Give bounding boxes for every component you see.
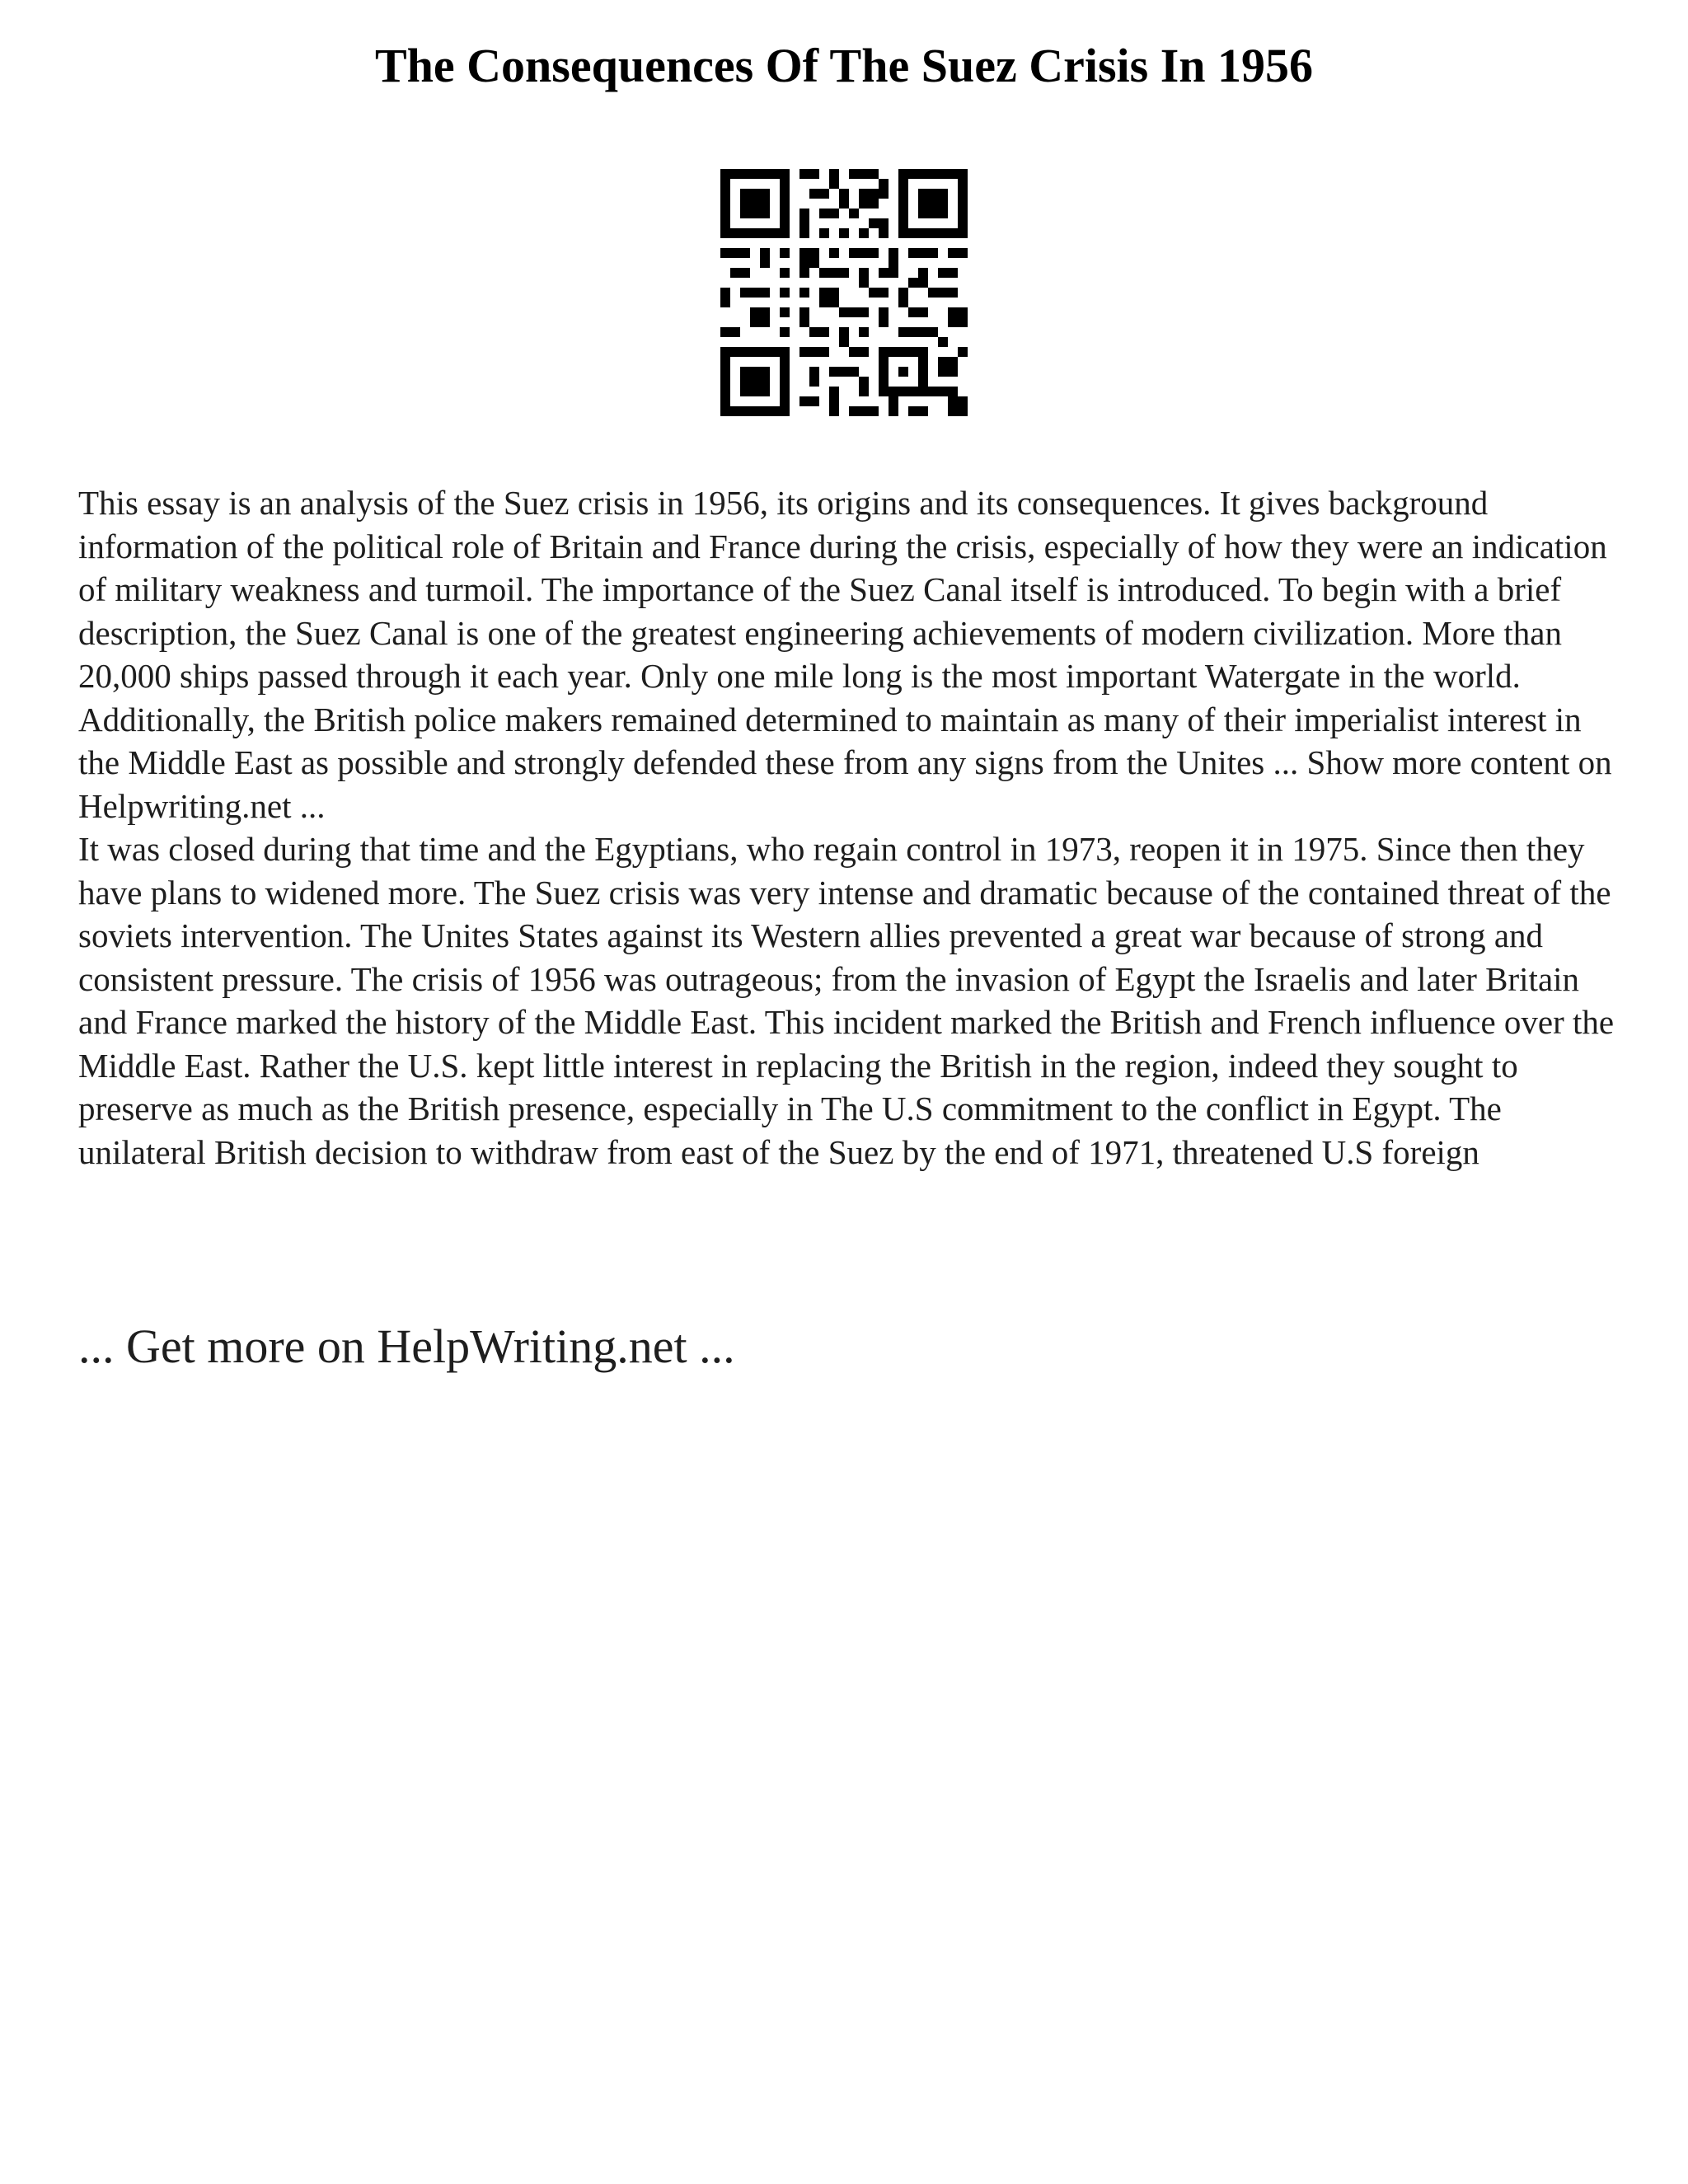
document-title: The Consequences Of The Suez Crisis In 1956 <box>374 39 1314 92</box>
qr-code-icon <box>720 169 968 416</box>
essay-paragraph-2: It was closed during that time and the Egyptians, who regain control in 1973, reopen it in 1975. Since then they have plans to widened more. The Suez crisis was very intense and dramatic because of the contained threat of the soviets intervention. The Unites States against its Western allies prevented a great war because of strong and consistent pressure. The crisis of 1956 was outrageous; from the invasion of Egypt the Israelis and later Britain and France marked the history of the Middle East. This incident marked the British and French influence over the Middle East. Rather the U.S. kept little interest in replacing the British in the region, indeed they sought to preserve as much as the British presence, especially in The U.S commitment to the conflict in Egypt. The unilateral British decision to withdraw from east of the Suez by the end of 1971, threatened U.S foreign <box>78 830 1615 1171</box>
essay-paragraph-1: This essay is an analysis of the Suez crisis in 1956, its origins and its consequences. It gives background information of the political role of Britain and France during the crisis, especially of how they were an indication of military weakness and turmoil. The importance of the Suez Canal itself is introduced. To begin with a brief description, the Suez Canal is one of the greatest engineering achievements of modern civilization. More than 20,000 ships passed through it each year. Only one mile long is the most important Watergate in the world. Additionally, the British police makers remained determined to maintain as many of their imperialist interest in the Middle East as possible and strongly defended these from any signs from the Unites ... Show more content on Helpwriting.net ... <box>78 484 1612 825</box>
get-more-link[interactable]: ... Get more on HelpWriting.net ... <box>78 1319 735 1373</box>
essay-body <box>78 481 1628 1174</box>
